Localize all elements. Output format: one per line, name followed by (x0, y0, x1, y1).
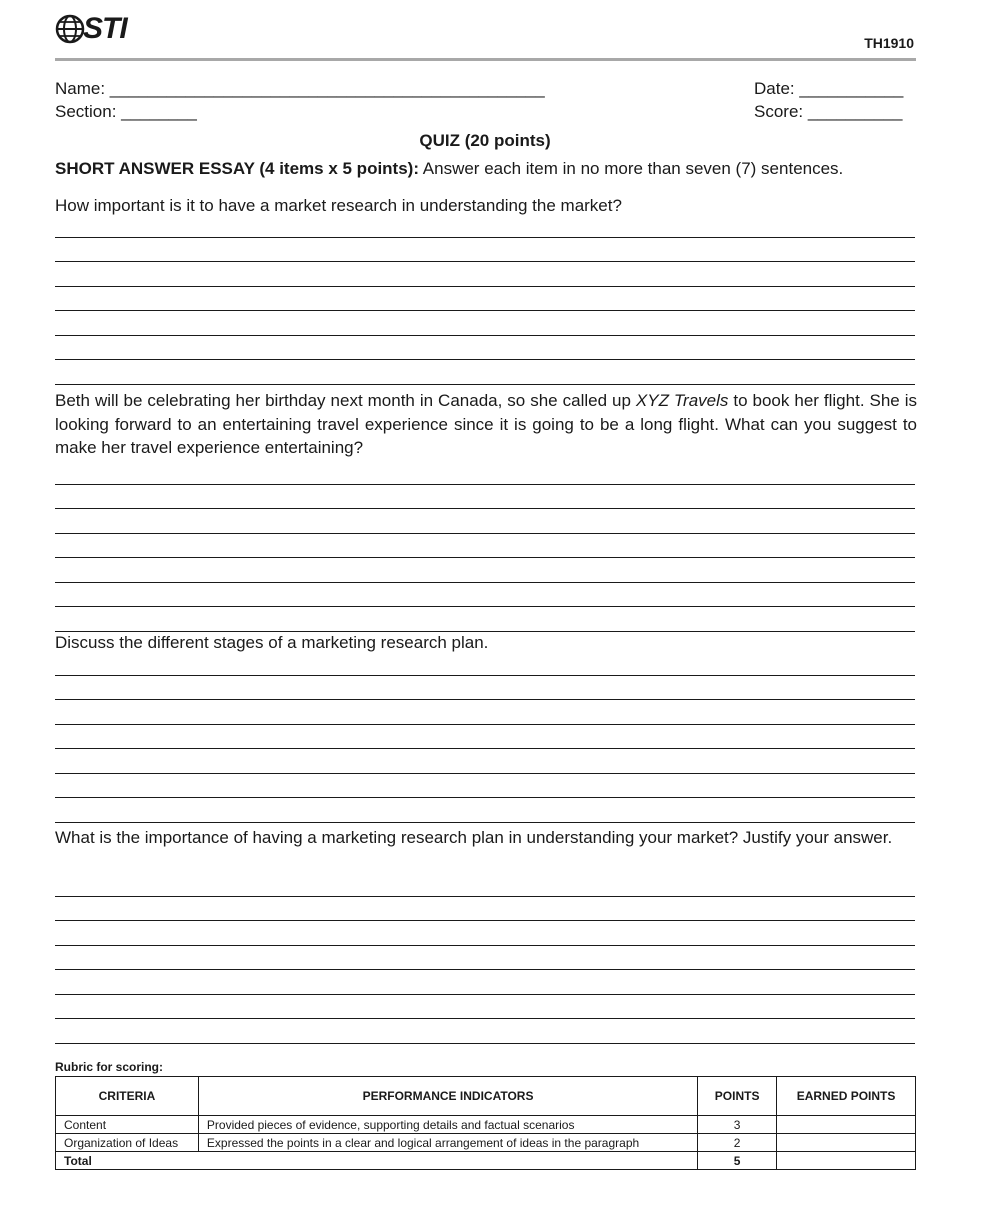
answer-line[interactable] (55, 360, 915, 385)
indicator-cell: Provided pieces of evidence, supporting details and factual scenarios (198, 1116, 697, 1134)
answer-line[interactable] (55, 607, 915, 632)
question-2-company-name: XYZ Travels (635, 391, 729, 410)
total-earned-cell[interactable] (777, 1152, 916, 1170)
rubric-total-row (56, 1152, 916, 1170)
answer-line[interactable] (55, 287, 915, 312)
answer-line[interactable] (55, 946, 915, 971)
points-cell: 2 (698, 1134, 777, 1152)
question-2-text-end: to book her flight. She is looking forward to an entertaining travel experience since it is going to be a long flight. What can you suggest to make her travel experience entertaining? (55, 391, 918, 457)
answer-line[interactable] (55, 238, 915, 263)
question-1: How important is it to have a market research in understanding the market? (55, 196, 622, 215)
answer-line[interactable] (55, 262, 915, 287)
performance-indicators-header: PERFORMANCE INDICATORS (198, 1077, 697, 1116)
answer-line[interactable] (55, 872, 915, 897)
answer-line[interactable] (55, 336, 915, 361)
date-field[interactable]: Date: ___________ (754, 79, 904, 98)
sti-logo (55, 12, 127, 46)
total-label: Total (56, 1152, 698, 1170)
answer-line[interactable] (55, 651, 915, 676)
answer-line[interactable] (55, 485, 915, 510)
indicator-cell: Expressed the points in a clear and logical arrangement of ideas in the paragraph (198, 1134, 697, 1152)
answer-line[interactable] (55, 921, 915, 946)
earned-points-cell[interactable] (777, 1134, 916, 1152)
question-3: Discuss the different stages of a marketing research plan. (55, 633, 489, 652)
answer-line[interactable] (55, 311, 915, 336)
earned-points-cell[interactable] (777, 1116, 916, 1134)
answer-line[interactable] (55, 749, 915, 774)
answer-lines-1[interactable] (55, 213, 915, 385)
question-4: What is the importance of having a marketing research plan in understanding your market? Justify your answer. (55, 828, 893, 847)
criteria-cell: Content (56, 1116, 199, 1134)
question-2-text-start: Beth will be celebrating her birthday next month in Canada, so she called up (55, 391, 636, 410)
question-2 (55, 389, 917, 460)
score-field[interactable]: Score: __________ (754, 102, 903, 121)
answer-lines-2[interactable] (55, 460, 915, 632)
answer-line[interactable] (55, 583, 915, 608)
section-field[interactable]: Section: ________ (55, 102, 197, 121)
answer-line[interactable] (55, 995, 915, 1020)
rubric-header-row (56, 1077, 916, 1116)
instructions (55, 159, 925, 179)
answer-line[interactable] (55, 509, 915, 534)
answer-line[interactable] (55, 725, 915, 750)
quiz-title: QUIZ (20 points) (419, 131, 551, 150)
answer-lines-4[interactable] (55, 872, 915, 1044)
answer-line[interactable] (55, 798, 915, 823)
total-points: 5 (698, 1152, 777, 1170)
answer-line[interactable] (55, 558, 915, 583)
answer-line[interactable] (55, 897, 915, 922)
answer-line[interactable] (55, 460, 915, 485)
rubric-title: Rubric for scoring: (55, 1060, 164, 1074)
header-divider (55, 58, 916, 61)
points-header: POINTS (698, 1077, 777, 1116)
name-field[interactable]: Name: ______________________________________________ (55, 79, 545, 98)
document-code: TH1910 (864, 35, 914, 51)
instructions-text: Answer each item in no more than seven (7) sentences. (419, 159, 844, 178)
rubric-row (56, 1116, 916, 1134)
earned-points-header: EARNED POINTS (777, 1077, 916, 1116)
answer-line[interactable] (55, 970, 915, 995)
criteria-cell: Organization of Ideas (56, 1134, 199, 1152)
answer-line[interactable] (55, 774, 915, 799)
logo-text: STI (83, 12, 127, 45)
answer-line[interactable] (55, 213, 915, 238)
rubric-row (56, 1134, 916, 1152)
instructions-heading: SHORT ANSWER ESSAY (4 items x 5 points): (55, 159, 419, 178)
criteria-header: CRITERIA (56, 1077, 199, 1116)
answer-lines-3[interactable] (55, 651, 915, 823)
globe-logo-icon (55, 14, 85, 44)
answer-line[interactable] (55, 700, 915, 725)
points-cell: 3 (698, 1116, 777, 1134)
answer-line[interactable] (55, 534, 915, 559)
rubric-table (55, 1076, 916, 1170)
answer-line[interactable] (55, 1019, 915, 1044)
answer-line[interactable] (55, 676, 915, 701)
